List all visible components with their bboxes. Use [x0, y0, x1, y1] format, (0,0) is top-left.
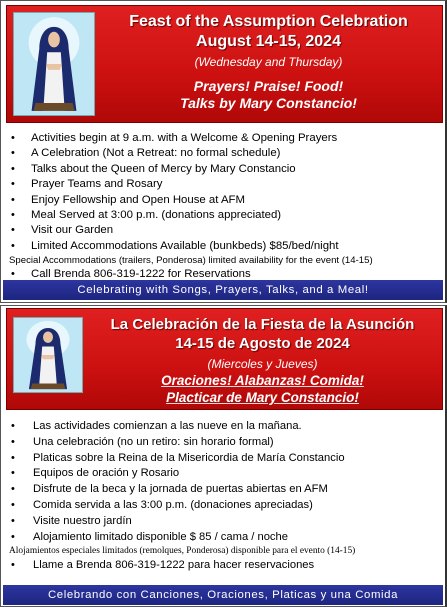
reservation-call: • Llame a Brenda 806-319-1222 para hacer reservaciones — [9, 558, 441, 574]
list-item: • Las actividades comienzan a las nueve en la mañana. — [9, 419, 441, 435]
english-tagline-line2: Talks by Mary Constancio! — [180, 95, 357, 111]
spanish-tagline-line1: Oraciones! Alabanzas! Comida! — [161, 373, 364, 388]
list-item: • Activities begin at 9 a.m. with a Welcome & Opening Prayers — [9, 131, 441, 146]
list-item: • Limited Accommodations Available (bunkbeds) $85/bed/night — [9, 239, 441, 254]
english-subtitle: (Wednesday and Thursday) — [194, 55, 343, 69]
special-accommodations-note: Special Accommodations (trailers, Ponderosa) limited availability for the event (14-15) — [9, 255, 373, 267]
list-item: • Una celebración (no un retiro: sin horario formal) — [9, 435, 441, 451]
spanish-title-line1: La Celebración de la Fiesta de la Asunción — [110, 316, 415, 333]
english-tagline-line1: Prayers! Praise! Food! — [193, 78, 344, 94]
spanish-title-line2: 14-15 de Agosto de 2024 — [175, 335, 350, 352]
english-flyer — [0, 0, 447, 303]
special-accommodations-note: Alojamientos especiales limitados (remolques, Ponderosa) disponible para el evento (14-15) — [9, 546, 356, 557]
spanish-tagline-line2: Placticar de Mary Constancio! — [166, 390, 359, 405]
reservation-call: • Call Brenda 806-319-1222 for Reservations — [9, 267, 441, 282]
spanish-footer-bar: Celebrando con Canciones, Oraciones, Platicas y una Comida — [3, 585, 443, 605]
english-title-line1: Feast of the Assumption Celebration — [129, 13, 408, 30]
list-item: • Prayer Teams and Rosary — [9, 177, 441, 192]
list-item: • A Celebration (Not a Retreat: no formal schedule) — [9, 146, 441, 161]
list-item: • Enjoy Fellowship and Open House at AFM — [9, 193, 441, 208]
list-item: • Alojamiento limitado disponible $ 85 / cama / noche — [9, 530, 441, 546]
spanish-activity-list — [9, 419, 441, 574]
spanish-flyer — [0, 305, 447, 607]
virgin-mary-icon — [14, 13, 94, 115]
virgin-mary-image — [13, 317, 83, 393]
list-item: • Meal Served at 3:00 p.m. (donations appreciated) — [9, 208, 441, 223]
list-item: • Disfrute de la beca y la jornada de puertas abiertas en AFM — [9, 482, 441, 498]
english-activity-list — [9, 131, 441, 283]
list-item: • Platicas sobre la Reina de la Misericordia de María Constancio — [9, 451, 441, 467]
spanish-subtitle: (Miercoles y Jueves) — [207, 357, 318, 371]
english-footer-bar: Celebrating with Songs, Prayers, Talks, and a Meal! — [3, 280, 443, 300]
list-item: • Equipos de oración y Rosario — [9, 466, 441, 482]
english-title-line2: August 14-15, 2024 — [196, 33, 341, 50]
virgin-mary-image — [13, 12, 95, 116]
list-item: • Comida servida a las 3:00 p.m. (donaciones apreciadas) — [9, 498, 441, 514]
list-item: • Talks about the Queen of Mercy by Mary Constancio — [9, 162, 441, 177]
english-banner — [6, 5, 443, 123]
spanish-banner — [6, 308, 443, 410]
list-item: • Visite nuestro jardín — [9, 514, 441, 530]
virgin-mary-icon — [14, 318, 82, 392]
list-item: • Visit our Garden — [9, 223, 441, 238]
